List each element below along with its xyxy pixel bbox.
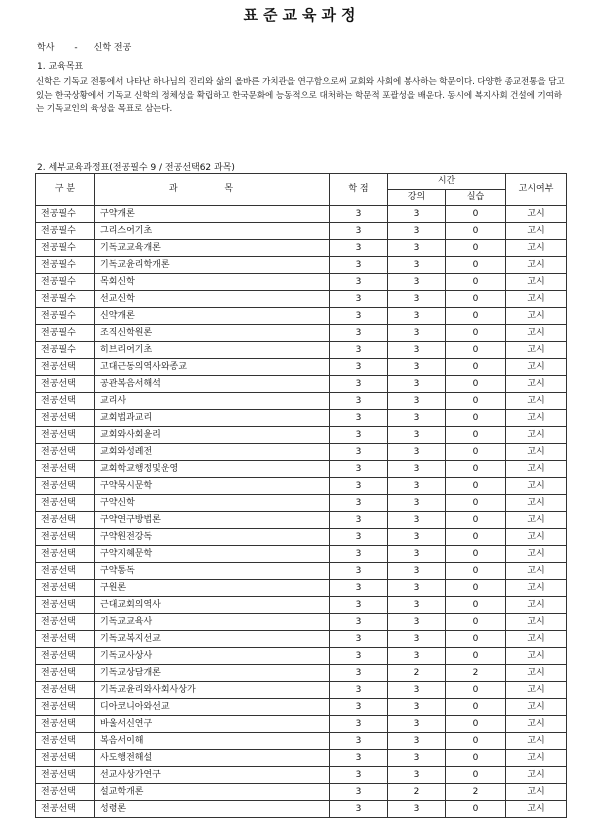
row-exam: 고시 xyxy=(506,495,567,512)
row-category: 전공선택 xyxy=(36,478,95,495)
row-practice: 0 xyxy=(446,240,506,257)
row-exam: 고시 xyxy=(506,665,567,682)
row-exam: 고시 xyxy=(506,563,567,580)
row-exam: 고시 xyxy=(506,784,567,801)
degree-separator: - xyxy=(74,43,78,53)
row-category: 전공필수 xyxy=(36,206,95,223)
row-practice: 0 xyxy=(446,767,506,784)
row-lecture: 3 xyxy=(388,223,446,240)
table-row xyxy=(36,223,567,240)
row-exam: 고시 xyxy=(506,223,567,240)
row-category: 전공선택 xyxy=(36,580,95,597)
row-lecture: 3 xyxy=(388,801,446,818)
table-row xyxy=(36,291,567,308)
row-practice: 0 xyxy=(446,461,506,478)
row-credit: 3 xyxy=(330,597,388,614)
table-row xyxy=(36,614,567,631)
row-lecture: 3 xyxy=(388,767,446,784)
row-subject: 기독교상담개론 xyxy=(95,665,330,682)
row-category: 전공선택 xyxy=(36,410,95,427)
row-category: 전공필수 xyxy=(36,257,95,274)
row-credit: 3 xyxy=(330,631,388,648)
row-exam: 고시 xyxy=(506,444,567,461)
row-exam: 고시 xyxy=(506,801,567,818)
row-credit: 3 xyxy=(330,563,388,580)
row-practice: 0 xyxy=(446,427,506,444)
table-row xyxy=(36,733,567,750)
table-row xyxy=(36,767,567,784)
row-credit: 3 xyxy=(330,665,388,682)
row-category: 전공선택 xyxy=(36,393,95,410)
goal-heading: 1. 교육목표 xyxy=(37,62,84,72)
row-category: 전공선택 xyxy=(36,427,95,444)
row-lecture: 3 xyxy=(388,750,446,767)
row-subject: 구약묵시문학 xyxy=(95,478,330,495)
row-credit: 3 xyxy=(330,444,388,461)
row-category: 전공선택 xyxy=(36,614,95,631)
table-row xyxy=(36,529,567,546)
row-credit: 3 xyxy=(330,648,388,665)
row-lecture: 3 xyxy=(388,495,446,512)
table-row xyxy=(36,750,567,767)
row-lecture: 3 xyxy=(388,648,446,665)
row-credit: 3 xyxy=(330,546,388,563)
header-hours: 시간 xyxy=(388,174,506,190)
row-category: 전공선택 xyxy=(36,767,95,784)
header-exam: 고시여부 xyxy=(506,174,567,206)
table-row xyxy=(36,597,567,614)
table-row xyxy=(36,563,567,580)
row-exam: 고시 xyxy=(506,512,567,529)
table-row xyxy=(36,257,567,274)
row-practice: 0 xyxy=(446,257,506,274)
degree-label: 학사 xyxy=(37,43,55,53)
row-subject: 구약원전강독 xyxy=(95,529,330,546)
row-exam: 고시 xyxy=(506,291,567,308)
row-credit: 3 xyxy=(330,716,388,733)
row-credit: 3 xyxy=(330,376,388,393)
row-lecture: 3 xyxy=(388,512,446,529)
row-subject: 기독교교육개론 xyxy=(95,240,330,257)
row-exam: 고시 xyxy=(506,393,567,410)
row-practice: 0 xyxy=(446,648,506,665)
row-lecture: 3 xyxy=(388,393,446,410)
row-credit: 3 xyxy=(330,750,388,767)
row-category: 전공필수 xyxy=(36,342,95,359)
table-heading: 2. 세부교육과정표(전공필수 9 / 전공선택62 과목) xyxy=(37,163,235,173)
row-practice: 0 xyxy=(446,614,506,631)
row-credit: 3 xyxy=(330,461,388,478)
row-lecture: 3 xyxy=(388,325,446,342)
row-practice: 0 xyxy=(446,682,506,699)
row-credit: 3 xyxy=(330,614,388,631)
row-exam: 고시 xyxy=(506,580,567,597)
row-subject: 근대교회의역사 xyxy=(95,597,330,614)
row-credit: 3 xyxy=(330,733,388,750)
row-exam: 고시 xyxy=(506,325,567,342)
row-credit: 3 xyxy=(330,240,388,257)
row-category: 전공선택 xyxy=(36,512,95,529)
table-row xyxy=(36,699,567,716)
row-lecture: 3 xyxy=(388,376,446,393)
row-lecture: 2 xyxy=(388,665,446,682)
row-category: 전공선택 xyxy=(36,665,95,682)
row-exam: 고시 xyxy=(506,631,567,648)
row-practice: 0 xyxy=(446,512,506,529)
table-row xyxy=(36,240,567,257)
table-header-row xyxy=(36,174,567,190)
row-category: 전공선택 xyxy=(36,597,95,614)
header-lecture: 강의 xyxy=(388,190,446,206)
table-row xyxy=(36,206,567,223)
row-exam: 고시 xyxy=(506,342,567,359)
row-subject: 선교신학 xyxy=(95,291,330,308)
row-category: 전공선택 xyxy=(36,750,95,767)
row-credit: 3 xyxy=(330,427,388,444)
row-lecture: 3 xyxy=(388,342,446,359)
row-credit: 3 xyxy=(330,308,388,325)
row-practice: 0 xyxy=(446,597,506,614)
row-credit: 3 xyxy=(330,223,388,240)
row-category: 전공필수 xyxy=(36,240,95,257)
row-subject: 교리사 xyxy=(95,393,330,410)
table-row xyxy=(36,410,567,427)
row-category: 전공선택 xyxy=(36,631,95,648)
row-credit: 3 xyxy=(330,342,388,359)
table-row xyxy=(36,308,567,325)
row-practice: 0 xyxy=(446,631,506,648)
table-row xyxy=(36,376,567,393)
row-category: 전공선택 xyxy=(36,682,95,699)
row-lecture: 2 xyxy=(388,784,446,801)
row-subject: 구약신학 xyxy=(95,495,330,512)
row-category: 전공필수 xyxy=(36,291,95,308)
row-practice: 2 xyxy=(446,784,506,801)
row-practice: 0 xyxy=(446,342,506,359)
row-category: 전공선택 xyxy=(36,733,95,750)
row-lecture: 3 xyxy=(388,478,446,495)
table-row xyxy=(36,461,567,478)
row-credit: 3 xyxy=(330,801,388,818)
row-exam: 고시 xyxy=(506,359,567,376)
row-lecture: 3 xyxy=(388,240,446,257)
table-row xyxy=(36,274,567,291)
row-category: 전공선택 xyxy=(36,546,95,563)
row-exam: 고시 xyxy=(506,461,567,478)
row-subject: 설교학개론 xyxy=(95,784,330,801)
row-category: 전공선택 xyxy=(36,784,95,801)
row-exam: 고시 xyxy=(506,699,567,716)
row-practice: 0 xyxy=(446,325,506,342)
row-category: 전공필수 xyxy=(36,223,95,240)
row-subject: 구원론 xyxy=(95,580,330,597)
row-practice: 0 xyxy=(446,376,506,393)
row-exam: 고시 xyxy=(506,716,567,733)
curriculum-table xyxy=(35,173,567,818)
row-practice: 0 xyxy=(446,495,506,512)
table-row xyxy=(36,427,567,444)
row-exam: 고시 xyxy=(506,614,567,631)
row-subject: 교회학교행정및운영 xyxy=(95,461,330,478)
row-lecture: 3 xyxy=(388,716,446,733)
page-title: 표준교육과정 xyxy=(243,6,361,24)
row-exam: 고시 xyxy=(506,529,567,546)
row-category: 전공선택 xyxy=(36,495,95,512)
row-category: 전공필수 xyxy=(36,274,95,291)
row-subject: 선교사상가연구 xyxy=(95,767,330,784)
row-subject: 구약연구방법론 xyxy=(95,512,330,529)
row-credit: 3 xyxy=(330,359,388,376)
table-row xyxy=(36,631,567,648)
row-subject: 기독교사상사 xyxy=(95,648,330,665)
row-category: 전공선택 xyxy=(36,563,95,580)
row-credit: 3 xyxy=(330,478,388,495)
row-subject: 교회와성례전 xyxy=(95,444,330,461)
row-practice: 0 xyxy=(446,750,506,767)
row-lecture: 3 xyxy=(388,733,446,750)
row-exam: 고시 xyxy=(506,274,567,291)
row-practice: 0 xyxy=(446,801,506,818)
row-lecture: 3 xyxy=(388,699,446,716)
row-practice: 0 xyxy=(446,410,506,427)
header-credit: 학 점 xyxy=(330,174,388,206)
row-credit: 3 xyxy=(330,784,388,801)
row-subject: 디아코니아와선교 xyxy=(95,699,330,716)
row-subject: 기독교교육사 xyxy=(95,614,330,631)
row-subject: 성령론 xyxy=(95,801,330,818)
row-lecture: 3 xyxy=(388,631,446,648)
row-lecture: 3 xyxy=(388,529,446,546)
row-exam: 고시 xyxy=(506,308,567,325)
row-practice: 0 xyxy=(446,580,506,597)
header-subject: 과 목 xyxy=(95,174,330,206)
table-row xyxy=(36,682,567,699)
row-exam: 고시 xyxy=(506,733,567,750)
row-category: 전공선택 xyxy=(36,529,95,546)
goal-text: 신학은 기독교 전통에서 나타난 하나님의 진리와 삶의 올바른 가치관을 연구함으로써 교회와 사회에 봉사하는 학문이다. 다양한 종교전통을 담고 있는 한국상황에서 기독교 신학의 정체성을 확립하고 한국문화에 능동적으로 대처하는 학문적 포괄성을 배운다. 동시에 복지사회 건설에 기여하는 기독교인의 육성을 목표로 삼는다. xyxy=(36,77,565,115)
row-lecture: 3 xyxy=(388,444,446,461)
row-practice: 0 xyxy=(446,359,506,376)
row-subject: 기독교복지선교 xyxy=(95,631,330,648)
row-category: 전공선택 xyxy=(36,648,95,665)
row-lecture: 3 xyxy=(388,597,446,614)
row-subject: 기독교윤리학개론 xyxy=(95,257,330,274)
row-lecture: 3 xyxy=(388,682,446,699)
row-subject: 구약통독 xyxy=(95,563,330,580)
row-lecture: 3 xyxy=(388,614,446,631)
row-lecture: 3 xyxy=(388,410,446,427)
row-lecture: 3 xyxy=(388,274,446,291)
row-category: 전공선택 xyxy=(36,716,95,733)
row-category: 전공선택 xyxy=(36,359,95,376)
row-exam: 고시 xyxy=(506,478,567,495)
row-exam: 고시 xyxy=(506,376,567,393)
row-exam: 고시 xyxy=(506,240,567,257)
row-lecture: 3 xyxy=(388,308,446,325)
row-credit: 3 xyxy=(330,274,388,291)
row-practice: 0 xyxy=(446,308,506,325)
row-practice: 0 xyxy=(446,393,506,410)
row-exam: 고시 xyxy=(506,648,567,665)
table-row xyxy=(36,495,567,512)
row-practice: 0 xyxy=(446,206,506,223)
row-subject: 복음서이해 xyxy=(95,733,330,750)
row-credit: 3 xyxy=(330,495,388,512)
row-credit: 3 xyxy=(330,393,388,410)
table-row xyxy=(36,546,567,563)
row-exam: 고시 xyxy=(506,750,567,767)
table-row xyxy=(36,512,567,529)
table-row xyxy=(36,444,567,461)
row-practice: 0 xyxy=(446,563,506,580)
row-credit: 3 xyxy=(330,529,388,546)
row-credit: 3 xyxy=(330,580,388,597)
row-subject: 교회와사회윤리 xyxy=(95,427,330,444)
row-subject: 조직신학원론 xyxy=(95,325,330,342)
row-subject: 신약개론 xyxy=(95,308,330,325)
row-practice: 0 xyxy=(446,274,506,291)
row-lecture: 3 xyxy=(388,359,446,376)
row-credit: 3 xyxy=(330,291,388,308)
row-credit: 3 xyxy=(330,325,388,342)
row-category: 전공필수 xyxy=(36,308,95,325)
row-subject: 히브리어기초 xyxy=(95,342,330,359)
table-row xyxy=(36,580,567,597)
row-category: 전공선택 xyxy=(36,461,95,478)
row-category: 전공필수 xyxy=(36,325,95,342)
row-credit: 3 xyxy=(330,682,388,699)
table-row xyxy=(36,716,567,733)
row-subject: 사도행전해설 xyxy=(95,750,330,767)
table-row xyxy=(36,393,567,410)
row-category: 전공선택 xyxy=(36,699,95,716)
row-subject: 교회법과교리 xyxy=(95,410,330,427)
table-row xyxy=(36,665,567,682)
row-lecture: 3 xyxy=(388,563,446,580)
row-category: 전공선택 xyxy=(36,801,95,818)
row-credit: 3 xyxy=(330,206,388,223)
row-practice: 0 xyxy=(446,716,506,733)
row-practice: 0 xyxy=(446,478,506,495)
row-credit: 3 xyxy=(330,257,388,274)
row-subject: 구약개론 xyxy=(95,206,330,223)
degree-line xyxy=(37,40,131,53)
row-subject: 공관복음서해석 xyxy=(95,376,330,393)
row-lecture: 3 xyxy=(388,461,446,478)
row-exam: 고시 xyxy=(506,597,567,614)
row-practice: 0 xyxy=(446,529,506,546)
row-exam: 고시 xyxy=(506,206,567,223)
header-category: 구 분 xyxy=(36,174,95,206)
row-exam: 고시 xyxy=(506,546,567,563)
row-credit: 3 xyxy=(330,512,388,529)
row-practice: 0 xyxy=(446,733,506,750)
row-category: 전공선택 xyxy=(36,444,95,461)
row-subject: 그리스어기초 xyxy=(95,223,330,240)
row-lecture: 3 xyxy=(388,427,446,444)
table-row xyxy=(36,325,567,342)
row-exam: 고시 xyxy=(506,767,567,784)
row-practice: 0 xyxy=(446,444,506,461)
row-subject: 고대근동의역사와종교 xyxy=(95,359,330,376)
row-lecture: 3 xyxy=(388,257,446,274)
row-exam: 고시 xyxy=(506,257,567,274)
table-row xyxy=(36,342,567,359)
row-subject: 목회신학 xyxy=(95,274,330,291)
table-row xyxy=(36,648,567,665)
row-exam: 고시 xyxy=(506,410,567,427)
row-lecture: 3 xyxy=(388,291,446,308)
row-category: 전공선택 xyxy=(36,376,95,393)
row-practice: 0 xyxy=(446,699,506,716)
row-lecture: 3 xyxy=(388,546,446,563)
table-row xyxy=(36,478,567,495)
row-lecture: 3 xyxy=(388,580,446,597)
table-row xyxy=(36,359,567,376)
row-exam: 고시 xyxy=(506,682,567,699)
table-row xyxy=(36,784,567,801)
row-credit: 3 xyxy=(330,767,388,784)
row-practice: 0 xyxy=(446,291,506,308)
degree-major: 신학 전공 xyxy=(93,43,132,53)
row-subject: 구약지혜문학 xyxy=(95,546,330,563)
row-practice: 0 xyxy=(446,223,506,240)
row-lecture: 3 xyxy=(388,206,446,223)
header-practice: 실습 xyxy=(446,190,506,206)
table-row xyxy=(36,801,567,818)
row-practice: 0 xyxy=(446,546,506,563)
row-practice: 2 xyxy=(446,665,506,682)
row-subject: 기독교윤리와사회사상가 xyxy=(95,682,330,699)
row-exam: 고시 xyxy=(506,427,567,444)
row-subject: 바울서신연구 xyxy=(95,716,330,733)
row-credit: 3 xyxy=(330,699,388,716)
row-credit: 3 xyxy=(330,410,388,427)
